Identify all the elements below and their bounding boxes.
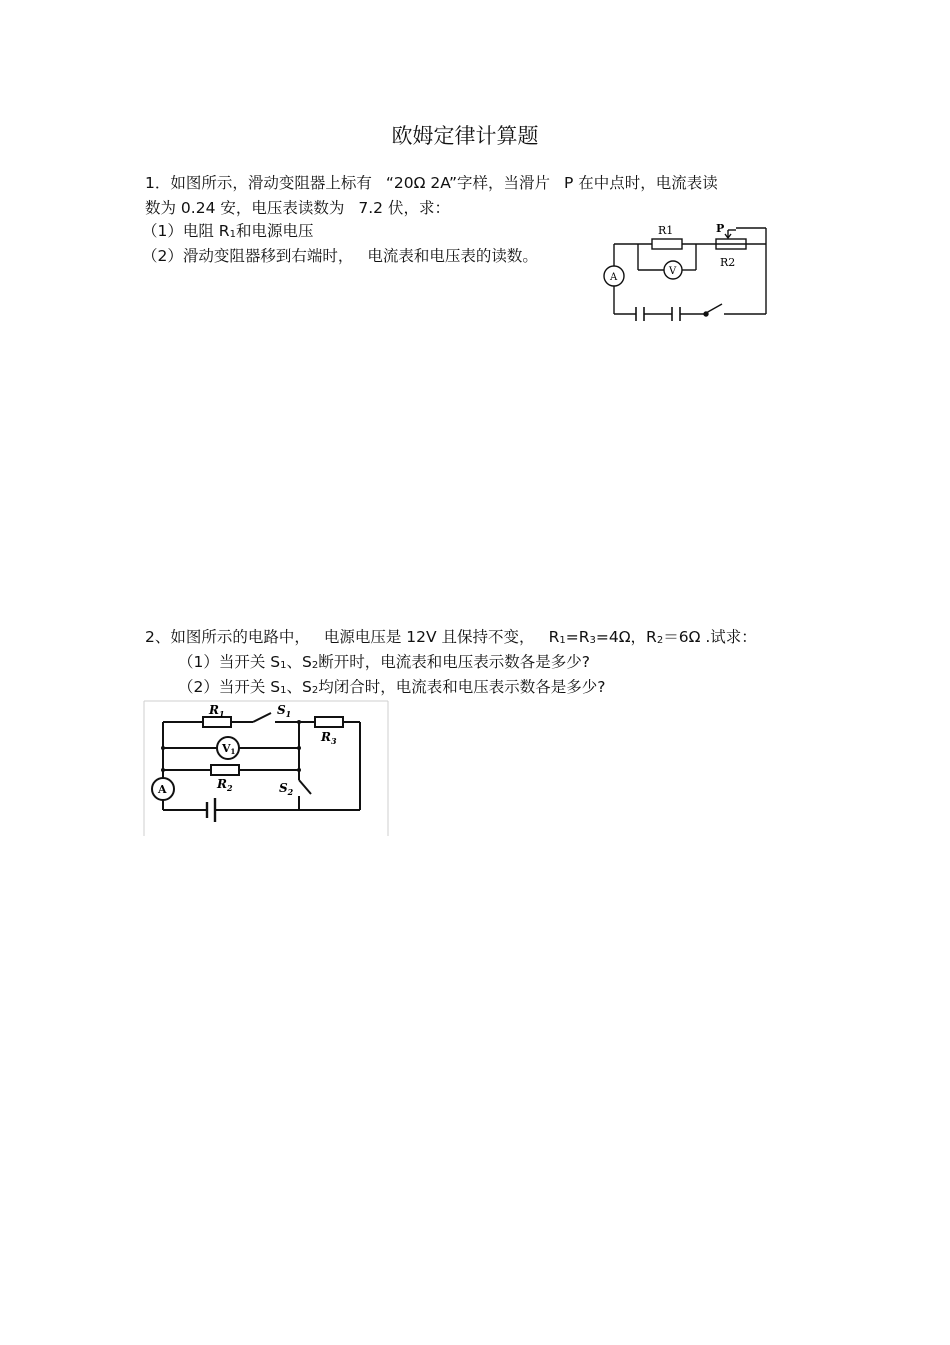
q1-part2-b: 电流表和电压表的读数。 (367, 247, 538, 265)
q2-label-s1 (277, 703, 291, 719)
q1-voltmeter-label: V (669, 266, 677, 277)
q2-resistor-r1 (203, 717, 231, 727)
q2-label-s1-sub: 1 (285, 709, 292, 719)
q2-part1-s1: 1 (280, 660, 287, 671)
q2-switch-s1-icon (253, 713, 271, 722)
q1-line2-b: 7.2 伏，求： (358, 199, 450, 217)
q1-part2 (142, 246, 538, 266)
q1-part1-b: 和电源电压 (235, 222, 314, 240)
q2-label-s2 (279, 781, 294, 797)
q1-label-p: P (716, 222, 725, 235)
q1-circuit-diagram (600, 218, 772, 322)
q2-line1-a: 2、如图所示的电路中， (145, 628, 310, 646)
q2-part1-s2: 2 (311, 660, 319, 671)
q2-part2-c: 均闭合时，电流表和电压表示数各是多少? (318, 678, 606, 696)
q2-label-r2 (216, 777, 233, 793)
q2-part2-s1: 1 (280, 685, 287, 696)
q2-label-s1-letter: S (277, 703, 286, 717)
q2-line1 (145, 627, 757, 651)
q2-label-r3-sub: 3 (330, 736, 337, 746)
q1-line1 (145, 173, 718, 193)
q1-label-r2: R2 (720, 256, 736, 269)
q2-line1-e: =4Ω，R (595, 628, 657, 646)
q2-label-s2-letter: S (279, 781, 288, 795)
q1-switch-icon (704, 304, 722, 316)
q1-rating: “20Ω 2A” (385, 174, 457, 192)
q2-label-r2-sub: 2 (226, 783, 233, 793)
q2-line1-c: R (548, 628, 560, 646)
q2-line1-b: 电源电压是 12V 且保持不变， (323, 628, 535, 646)
q2-resistor-r2 (211, 765, 239, 775)
q1-line1-d: P 在中点时，电流表读 (564, 174, 718, 192)
q2-voltmeter-sub: 1 (230, 747, 236, 756)
q2-part1-a: （1）当开关 S (178, 653, 281, 671)
page-title: 欧姆定律计算题 (391, 124, 539, 148)
q2-label-r1 (208, 703, 225, 719)
q2-part2-b: 、S (286, 678, 312, 696)
q2-label-r3 (320, 730, 337, 746)
q2-sub3: 3 (589, 635, 596, 646)
q2-part1-b: 、S (286, 653, 312, 671)
q2-sub1: 1 (559, 635, 566, 646)
q2-label-r3-letter: R (321, 730, 331, 744)
q2-voltmeter-letter: V (222, 742, 231, 755)
q2-part1-c: 断开时，电流表和电压表示数各是多少? (318, 653, 590, 671)
q2-part2-s2: 2 (311, 685, 319, 696)
q2-label-r2-letter: R (217, 777, 227, 791)
q1-ammeter-label: A (610, 272, 618, 283)
q2-ammeter-label: A (158, 783, 167, 796)
q1-label-r1: R1 (658, 224, 674, 237)
q2-sub2: 2 (656, 635, 664, 646)
q1-line1-a: 1．如图所示，滑动变阻器上标有 (145, 174, 372, 192)
q2-battery-icon (207, 798, 215, 822)
q1-part2-a: （2）滑动变阻器移到右端时， (142, 247, 354, 265)
q2-part2-a: （2）当开关 S (178, 678, 281, 696)
q1-line2 (145, 198, 450, 218)
q2-resistor-r3 (315, 717, 343, 727)
q2-voltmeter-label (221, 742, 236, 756)
q2-part1 (178, 652, 590, 676)
q1-line2-a: 数为 0.24 安，电压表读数为 (145, 199, 345, 217)
q2-label-r1-sub: 1 (218, 709, 225, 719)
q1-resistor-r1 (652, 239, 682, 249)
q2-part2 (178, 677, 605, 701)
q2-circuit-diagram (143, 700, 389, 837)
q2-switch-s2-icon (299, 780, 311, 794)
q1-part1-sub: 1 (229, 229, 236, 240)
q1-part1 (142, 221, 313, 245)
q2-label-s2-sub: 2 (287, 787, 294, 797)
q2-line1-d: =R (565, 628, 590, 646)
q2-line1-f: ＝6Ω .试求： (663, 628, 757, 646)
q2-label-r1-letter: R (209, 703, 219, 717)
q1-part1-a: （1）电阻 R (142, 222, 230, 240)
q1-line1-c: 字样，当滑片 (456, 174, 550, 192)
